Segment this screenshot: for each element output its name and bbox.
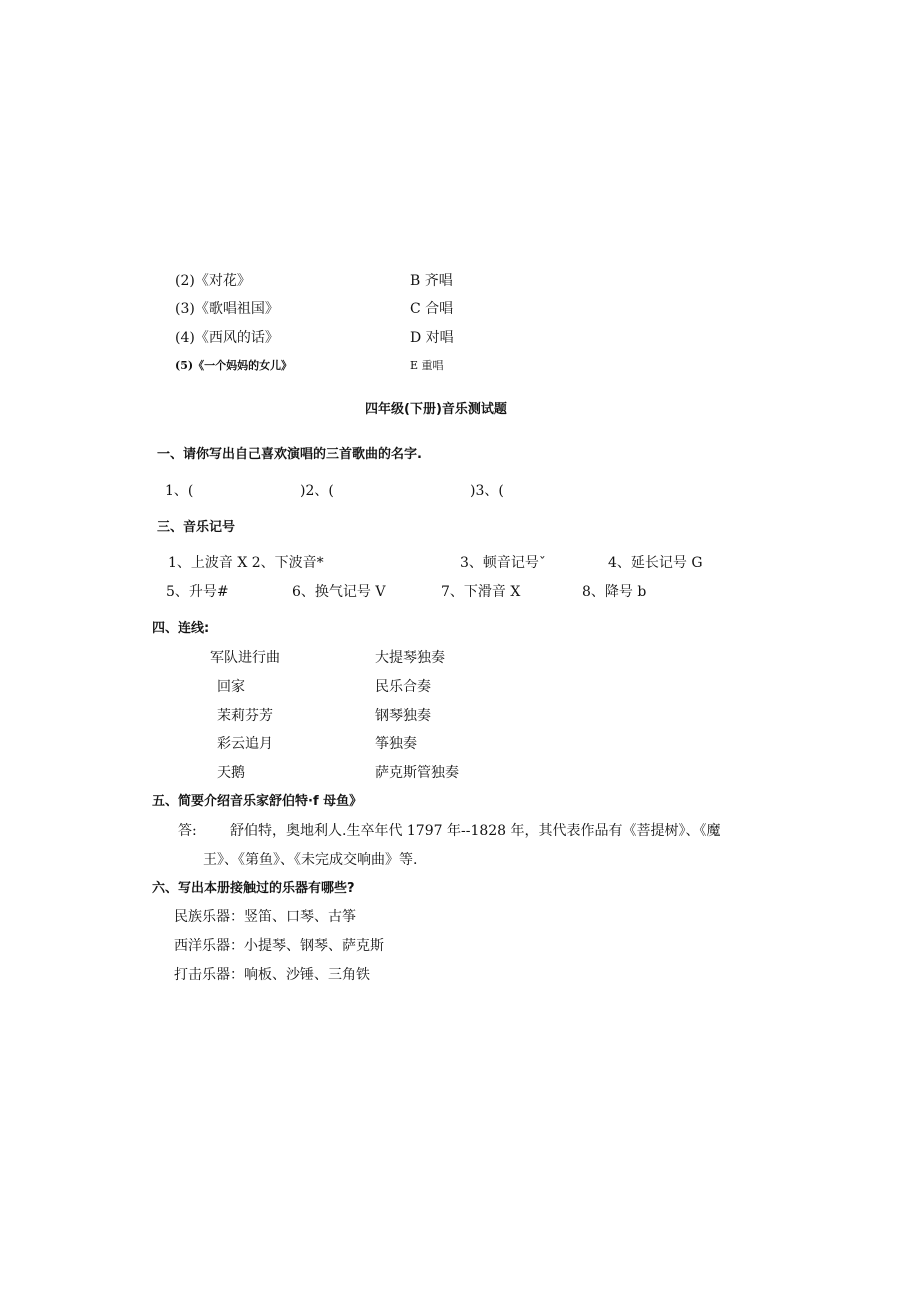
connect-right-item: 大提琴独奏	[375, 650, 445, 666]
connect-left-item: 回家	[217, 679, 245, 695]
song-blank-2: )2、(	[300, 483, 334, 499]
match-right-item: D 对唱	[410, 330, 454, 346]
match-left-item: (3)《歌唱祖国》	[175, 301, 279, 317]
instrument-line: 打击乐器：响板、沙锤、三角铁	[174, 967, 370, 983]
match-left-item: (2)《对花》	[175, 273, 251, 289]
match-right-item: B 齐唱	[410, 273, 453, 289]
song-blank-1: 1、(	[165, 483, 194, 499]
section-heading-1: 一、请你写出自己喜欢演唱的三首歌曲的名字.	[157, 447, 422, 462]
connect-left-item: 茉莉芬芳	[217, 708, 273, 724]
answer-label: 答:	[178, 823, 197, 839]
connect-right-item: 钢琴独奏	[375, 708, 431, 724]
section-heading-4: 四、连线:	[152, 621, 210, 636]
notation-item: 4、延长记号 G	[608, 555, 703, 571]
section-heading-3: 三、音乐记号	[157, 520, 236, 535]
connect-left-item: 军队进行曲	[210, 650, 280, 666]
match-right-item: C 合唱	[410, 301, 454, 317]
notation-item: 1、上波音 X 2、下波音*	[168, 555, 324, 571]
answer-line-1: 舒伯特，奥地利人.生卒年代 1797 年--1828 年，其代表作品有《菩提树》、《魔	[230, 823, 721, 839]
song-blank-3: )3、(	[470, 483, 504, 499]
match-right-item: E 重唱	[410, 359, 444, 372]
notation-item: 5、升号#	[166, 584, 229, 600]
connect-right-item: 筝独奏	[375, 736, 417, 752]
connect-right-item: 民乐合奏	[375, 679, 431, 695]
answer-line-2: 王》、《第鱼》、《未完成交响曲》等.	[203, 852, 418, 868]
instrument-line: 民族乐器：竖笛、口琴、古筝	[174, 909, 356, 925]
connect-left-item: 天鹅	[217, 765, 245, 781]
section-heading-5: 五、简要介绍音乐家舒伯特·f 母鱼》	[152, 794, 363, 809]
section-heading-6: 六、写出本册接触过的乐器有哪些?	[152, 881, 355, 896]
notation-item: 7、下滑音 X	[441, 584, 521, 600]
match-left-item: (4)《西风的话》	[175, 330, 279, 346]
connect-left-item: 彩云追月	[217, 736, 273, 752]
notation-item: 3、顿音记号ˇ	[460, 555, 546, 571]
page-title: 四年级(下册)音乐测试题	[365, 402, 507, 417]
match-left-item: (5)《一个妈妈的女儿》	[175, 359, 293, 372]
connect-right-item: 萨克斯管独奏	[375, 765, 459, 781]
instrument-line: 西洋乐器：小提琴、钢琴、萨克斯	[174, 938, 384, 954]
notation-item: 6、换气记号 V	[292, 584, 386, 600]
notation-item: 8、降号 b	[582, 584, 647, 600]
